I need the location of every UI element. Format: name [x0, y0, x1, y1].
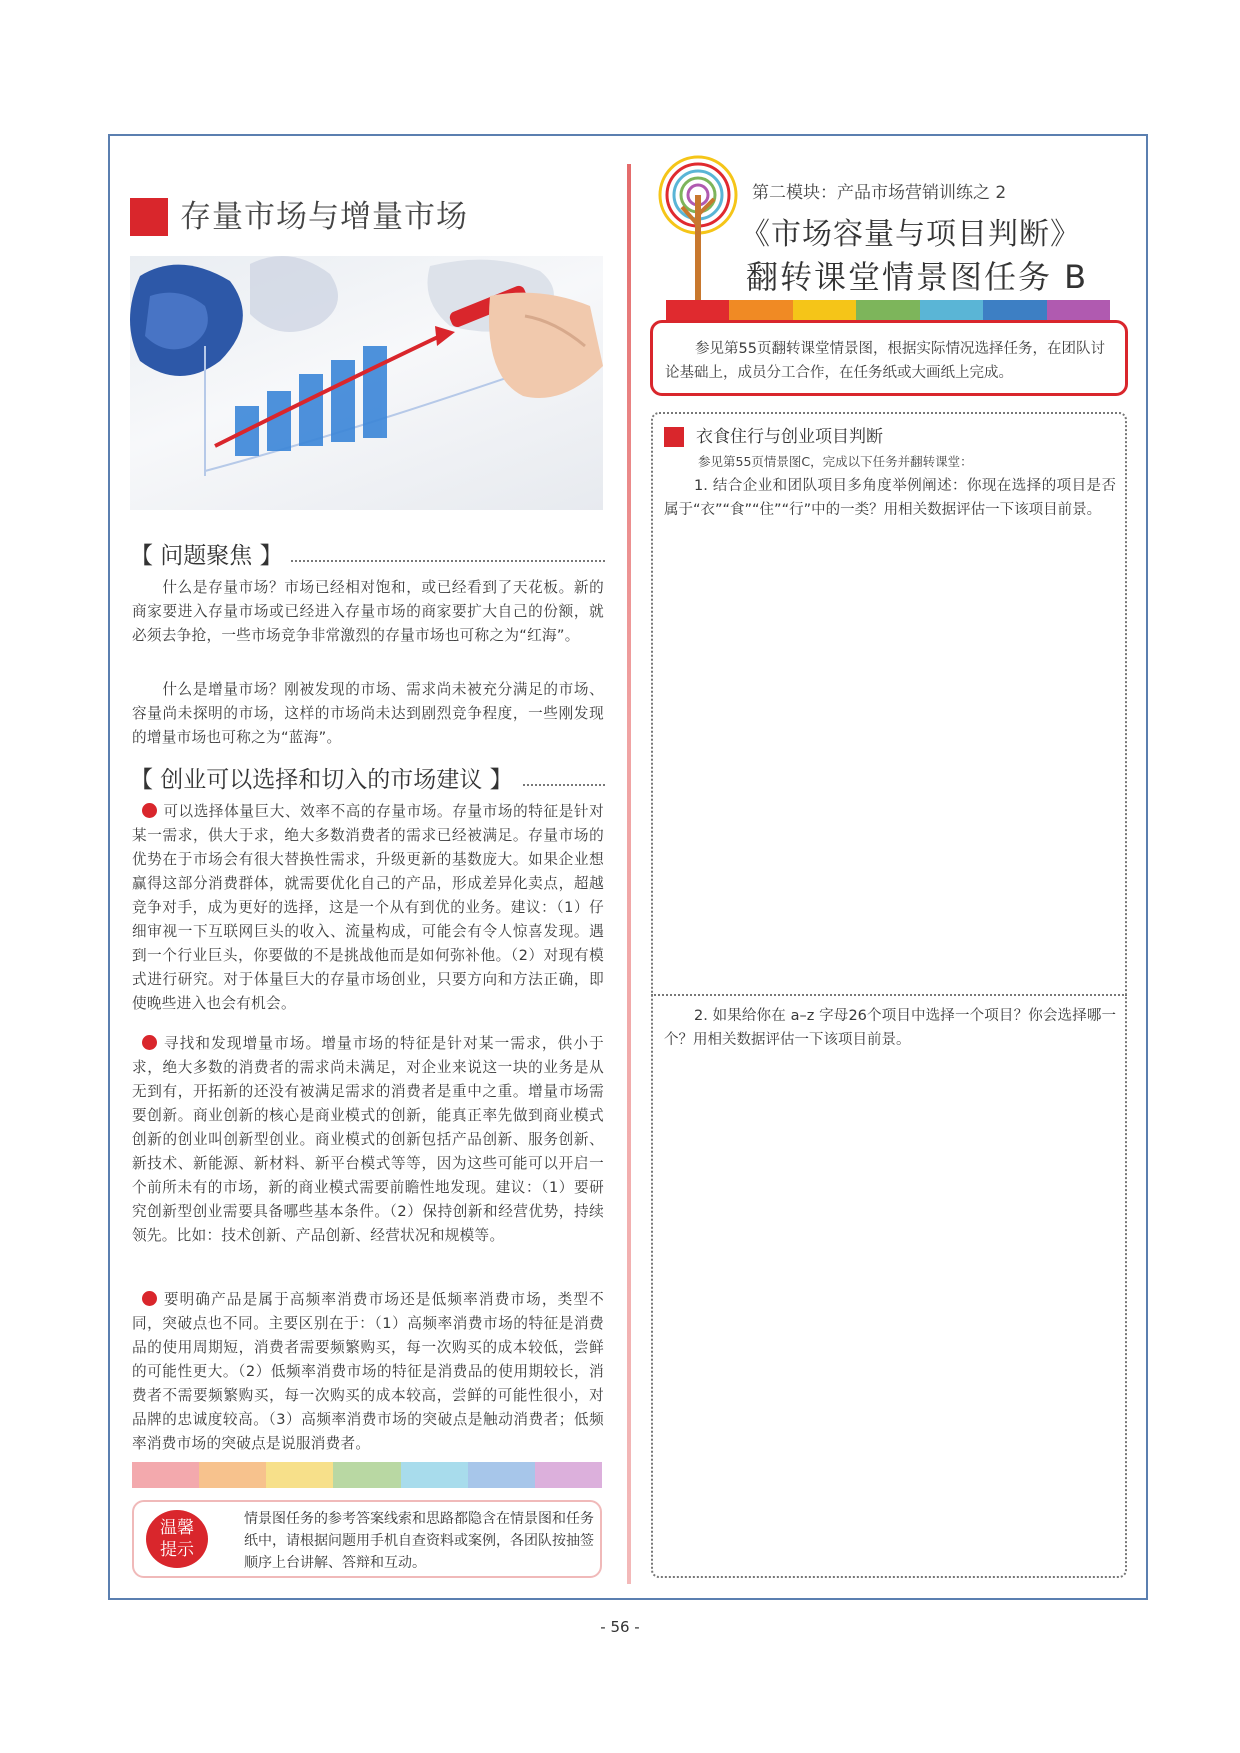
page-title: 存量市场与增量市场 — [180, 199, 468, 235]
task-question-2: 2. 如果给你在 a–z 字母26个项目中选择一个项目？你会选择哪一个？用相关数据评估一下该项目前景。 — [664, 1008, 1116, 1048]
color-swatch — [132, 1462, 199, 1488]
bar-chart-drawing-icon — [130, 256, 603, 510]
paragraph-incremental-market: 什么是增量市场？刚被发现的市场、需求尚未被充分满足的市场、容量尚未探明的市场，这样的市场尚未达到剧烈竞争程度，一些刚发现的增量市场也可称之为“蓝海”。 — [132, 681, 604, 746]
tip-text: 情景图任务的参考答案线索和思路都隐含在情景图和任务纸中，请根据问题用手机自查资料或案例，各团队按抽签顺序上台讲解、答辩和互动。 — [244, 1511, 594, 1571]
section-heading-advice: 【 创业可以选择和切入的市场建议 】 — [130, 764, 605, 796]
advice-bullet-1: 可以选择体量巨大、效率不高的存量市场。存量市场的特征是针对某一需求，供大于求，绝大多数消费者的需求已经被满足。存量市场的优势在于市场会有很大替换性需求，升级更新的基数庞大。如果企业想赢得这部分消费群体，就需要优化自己的产品，形成差异化卖点，超越竞争对手，成为更好的选择，这是一个从有到优的业务。建议：（1）仔细审视一下互联网巨头的收入、流量构成，可能会有令人惊喜发现。遇到一个行业巨头，你要做的不是挑战他而是如何弥补他。（2）对现有模式进行研究。对于体量巨大的存量市场创业，只要方向和方法正确，即使晚些进入也会有机会。 — [132, 803, 604, 1012]
task-question-1: 1. 结合企业和团队项目多角度举例阐述：你现在选择的项目是否属于“衣”“食”“住”“行”中的一类？用相关数据评估一下该项目前景。 — [664, 478, 1116, 518]
color-swatch — [266, 1462, 333, 1488]
tree-logo-icon — [652, 155, 744, 315]
advice-bullet-2: 寻找和发现增量市场。增量市场的特征是针对某一需求，供小于求，绝大多数的消费者的需求尚未满足，对企业来说这一块的业务是从无到有，开拓新的还没有被满足需求的消费者是重中之重。增量市场需要创新。商业创新的核心是商业模式的创新，能真正率先做到商业模式创新的创业叫创新型创业。商业模式的创新包括产品创新、服务创新、新技术、新能源、新材料、新平台模式等等，因为这些可能可以开启一个前所未有的市场，新的商业模式需要前瞻性地发现。建议：（1）要研究创新型创业需要具备哪些基本条件。（2）保持创新和经营优势，持续领先。比如：技术创新、产品创新、经营状况和规模等。 — [132, 1035, 604, 1244]
advice-bullet-3: 要明确产品是属于高频率消费市场还是低频率消费市场，类型不同，突破点也不同。主要区别在于：（1）高频率消费市场的特征是消费品的使用周期短，消费者需要频繁购买，每一次购买的成本较低，尝鲜的可能性更大。（2）低频率消费市场的特征是消费品的使用期较长，消费者不需要频繁购买，每一次购买的成本较高，尝鲜的可能性很小，对品牌的忠诚度较高。（3）高频率消费市场的突破点是触动消费者；低频率消费市场的突破点是说服消费者。 — [132, 1291, 604, 1452]
bullet-dot-icon — [142, 803, 157, 818]
hero-illustration — [130, 256, 603, 510]
left-title-block — [130, 196, 610, 240]
bullet-dot-icon — [142, 1291, 157, 1306]
tip-box — [132, 1500, 602, 1578]
task-heading: 衣食住行与创业项目判断 — [664, 424, 1104, 452]
bullet-dot-icon — [142, 1035, 157, 1050]
paragraph-stock-market: 什么是存量市场？市场已经相对饱和，或已经看到了天花板。新的商家要进入存量市场或已经进入存量市场的商家要扩大自己的份额，就必须去争抢，一些市场竞争非常激烈的存量市场也可称之为“红海”。 — [132, 579, 604, 644]
color-swatch — [199, 1462, 266, 1488]
section-heading-focus: 【 问题聚焦 】 — [130, 540, 605, 572]
color-swatch — [535, 1462, 602, 1488]
intro-box — [650, 320, 1128, 396]
task-divider — [651, 994, 1127, 996]
task-marker-icon — [664, 427, 684, 447]
intro-text: 参见第55页翻转课堂情景图，根据实际情况选择任务，在团队讨论基础上，成员分工合作，在任务纸或大画纸上完成。 — [665, 341, 1105, 381]
title-marker-icon — [130, 198, 168, 236]
column-divider — [627, 164, 631, 1584]
color-swatch — [468, 1462, 535, 1488]
color-swatch — [401, 1462, 468, 1488]
module-subtitle: 第二模块：产品市场营销训练之 2 — [752, 183, 1007, 203]
task-title-secondary: 翻转课堂情景图任务 B — [746, 258, 1089, 296]
task-title-main: 《市场容量与项目判断》 — [740, 217, 1081, 252]
page-number: - 56 - — [600, 1618, 640, 1636]
task-instruction: 参见第55页情景图C，完成以下任务并翻转课堂： — [698, 454, 973, 469]
color-swatch — [333, 1462, 400, 1488]
pastel-color-strip — [132, 1462, 602, 1488]
tip-badge: 温馨提示 — [146, 1510, 208, 1568]
